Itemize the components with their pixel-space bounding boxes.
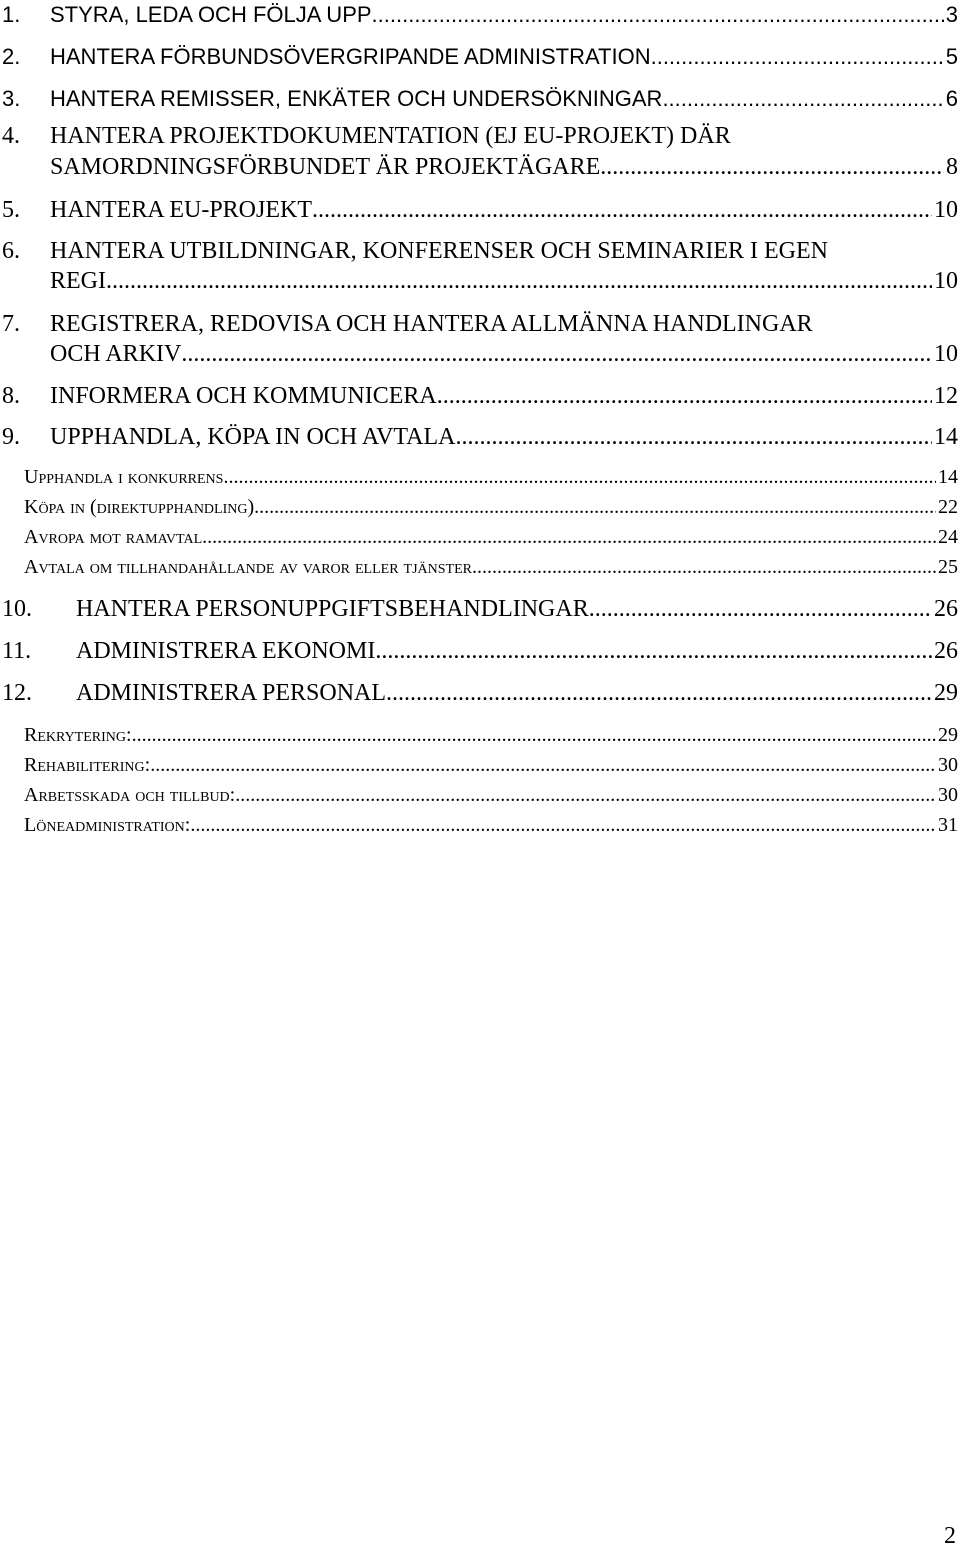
toc-entry-page: 10 xyxy=(934,268,958,294)
toc-entry-title: Avropa mot ramavtal xyxy=(24,526,203,548)
toc-entry-number: 1. xyxy=(2,2,21,27)
toc-subentry[interactable] xyxy=(24,754,958,777)
toc-entry-title: INFORMERA OCH KOMMUNICERA xyxy=(50,383,437,409)
toc-entry-title: Upphandla i konkurrens xyxy=(24,466,224,488)
toc-entry-title: Löneadministration: xyxy=(24,814,191,836)
toc-entry-number: 6. xyxy=(2,238,20,264)
toc-leader xyxy=(437,383,932,410)
toc-leader xyxy=(235,784,936,807)
toc-leader xyxy=(223,466,936,489)
toc-leader xyxy=(132,724,936,747)
toc-entry-number: 8. xyxy=(2,383,20,409)
toc-entry-continuation[interactable] xyxy=(0,154,958,181)
toc-entry[interactable] xyxy=(0,383,958,410)
toc-subentry[interactable] xyxy=(24,526,958,549)
toc-entry[interactable] xyxy=(0,86,958,112)
toc-leader xyxy=(106,268,932,295)
toc-entry-page: 3 xyxy=(945,2,958,27)
toc-entry-title: STYRA, LEDA OCH FÖLJA UPP xyxy=(50,2,372,27)
toc-leader xyxy=(254,496,936,519)
toc-entry-page: 14 xyxy=(938,466,958,488)
toc-entry-page: 30 xyxy=(938,784,958,806)
toc-entry-title: REGISTRERA, REDOVISA OCH HANTERA ALLMÄNNA HANDLINGAR xyxy=(50,311,813,337)
toc-entry[interactable] xyxy=(0,638,958,665)
toc-leader xyxy=(312,197,932,224)
toc-entry-number: 9. xyxy=(2,424,20,450)
toc-entry-page: 6 xyxy=(945,86,958,111)
toc-entry-page: 26 xyxy=(934,638,958,664)
toc-entry-title: Arbetsskada och tillbud: xyxy=(24,784,236,806)
toc-entry-page: 25 xyxy=(938,556,958,578)
toc-leader xyxy=(662,86,943,112)
toc-entry-number: 2. xyxy=(2,44,21,69)
toc-entry-number: 4. xyxy=(2,123,20,149)
toc-subentry[interactable] xyxy=(24,466,958,489)
toc-entry-page: 24 xyxy=(938,526,958,548)
toc-entry[interactable] xyxy=(0,424,958,451)
toc-entry-title: HANTERA PROJEKTDOKUMENTATION (EJ EU-PROJEKT) DÄR xyxy=(50,123,731,149)
toc-entry-number: 10. xyxy=(2,596,32,622)
toc-entry-title: HANTERA UTBILDNINGAR, KONFERENSER OCH SEMINARIER I EGEN xyxy=(50,238,828,264)
toc-leader xyxy=(150,754,936,777)
toc-entry-page: 12 xyxy=(934,383,958,409)
toc-entry-title: UPPHANDLA, KÖPA IN OCH AVTALA xyxy=(50,424,456,450)
toc-entry-page: 10 xyxy=(934,341,958,367)
toc-leader xyxy=(386,680,932,707)
toc-leader xyxy=(202,526,936,549)
toc-entry[interactable] xyxy=(0,44,958,70)
toc-entry-number: 5. xyxy=(2,197,20,223)
toc-entry-number: 3. xyxy=(2,86,21,111)
toc-subentry[interactable] xyxy=(24,784,958,807)
toc-leader xyxy=(455,424,932,451)
toc-entry-number: 11. xyxy=(2,638,32,664)
toc-entry-title: HANTERA EU-PROJEKT xyxy=(50,197,312,223)
toc-entry[interactable] xyxy=(0,2,958,28)
toc-entry-page: 29 xyxy=(938,724,958,746)
toc-entry-title: Rekrytering: xyxy=(24,724,132,746)
toc-entry-continuation[interactable] xyxy=(0,341,958,368)
toc-entry-page: 14 xyxy=(934,424,958,450)
toc-entry-page: 31 xyxy=(938,814,958,836)
toc-leader xyxy=(181,341,932,368)
toc-subentry[interactable] xyxy=(24,724,958,747)
toc-entry-page: 26 xyxy=(934,596,958,622)
toc-entry-first-line[interactable] xyxy=(0,123,731,150)
toc-entry-title: ADMINISTRERA PERSONAL xyxy=(76,680,387,706)
toc-entry-first-line[interactable] xyxy=(0,311,813,338)
toc-entry[interactable] xyxy=(0,197,958,224)
toc-entry-title: HANTERA FÖRBUNDSÖVERGRIPANDE ADMINISTRATION xyxy=(50,44,651,69)
toc-entry[interactable] xyxy=(0,680,958,707)
toc-entry-page: 22 xyxy=(938,496,958,518)
toc-entry-title: REGI xyxy=(50,268,106,294)
toc-entry-title: Rehabilitering: xyxy=(24,754,151,776)
toc-entry-page: 29 xyxy=(934,680,958,706)
toc-entry-page: 10 xyxy=(934,197,958,223)
page-number: 2 xyxy=(944,1523,956,1549)
toc-entry-title: Köpa in (direktupphandling) xyxy=(24,496,255,518)
toc-entry-title: OCH ARKIV xyxy=(50,341,182,367)
toc-entry-title: SAMORDNINGSFÖRBUNDET ÄR PROJEKTÄGARE xyxy=(50,154,601,180)
toc-subentry[interactable] xyxy=(24,496,958,519)
toc-entry-title: HANTERA REMISSER, ENKÄTER OCH UNDERSÖKNINGAR xyxy=(50,86,663,111)
toc-entry-page: 30 xyxy=(938,754,958,776)
toc-leader xyxy=(372,2,944,28)
toc-entry-page: 5 xyxy=(945,44,958,69)
toc-leader xyxy=(472,556,936,579)
toc-leader xyxy=(651,44,944,70)
toc-entry-continuation[interactable] xyxy=(0,268,958,295)
toc-entry-page: 8 xyxy=(946,154,958,180)
toc-entry-title: Avtala om tillhandahållande av varor eller tjänster xyxy=(24,556,473,578)
toc-leader xyxy=(589,596,932,623)
toc-entry-title: ADMINISTRERA EKONOMI xyxy=(76,638,376,664)
toc-entry-title: HANTERA PERSONUPPGIFTSBEHANDLINGAR xyxy=(76,596,589,622)
toc-entry-first-line[interactable] xyxy=(0,238,828,265)
toc-leader xyxy=(600,154,944,181)
toc-leader xyxy=(375,638,932,665)
toc-entry-number: 7. xyxy=(2,311,20,337)
toc-entry-number: 12. xyxy=(2,680,32,706)
toc-subentry[interactable] xyxy=(24,556,958,579)
toc-entry[interactable] xyxy=(0,596,958,623)
toc-subentry[interactable] xyxy=(24,814,958,837)
toc-leader xyxy=(190,814,936,837)
